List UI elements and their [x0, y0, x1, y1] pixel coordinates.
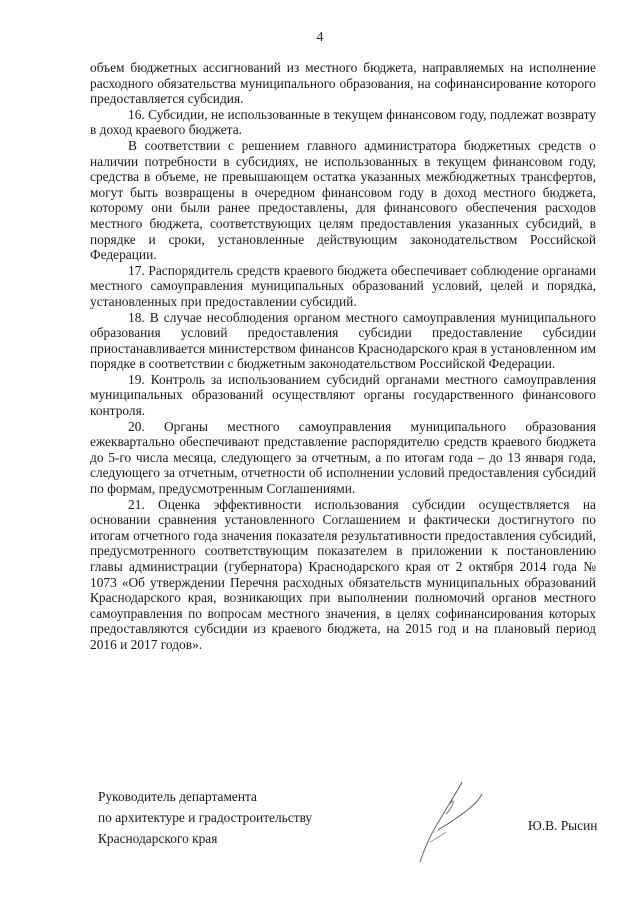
handwritten-signature — [390, 770, 500, 870]
paragraph-16-refund: В соответствии с решением главного администратора бюджетных средств о наличии потребности в субсидиях, не использованных в текущем финансовом году, средства в объеме, не превышающем остатка указанных межбюджетных трансфертов, могут быть возвращены в очередном финансовом году в доход местного бюджета, которому они были ранее предоставлены, для финансового обеспечения расходов местного бюджета, соответствующих целям предоставления указанных субсидий, в порядке и сроки, установленные действующим законодательством Российской Федерации. — [90, 137, 596, 263]
page-number: 4 — [316, 30, 324, 45]
signature-block — [98, 786, 398, 849]
document-body — [90, 60, 596, 653]
paragraph-continuation: объем бюджетных ассигнований из местного бюджета, направляемых на исполнение расходного обязательства муниципального образования, на софинансирование которого предоставляется субсидия. — [90, 60, 596, 107]
paragraph-17: 17. Распорядитель средств краевого бюджета обеспечивает соблюдение органами местного самоуправления муниципальных образований условий, целей и порядка, установленных при предоставлении субсидий. — [90, 262, 596, 309]
signer-position-line: Краснодарского края — [98, 831, 218, 846]
paragraph-19: 19. Контроль за использованием субсидий органами местного самоуправления муниципальных образований осуществляют органы государственного финансового контроля. — [90, 371, 596, 419]
paragraph-20: 20. Органы местного самоуправления муниципального образования ежеквартально обеспечивают представление распорядителю средств краевого бюджета до 5-го числа месяца, следующего за отчетным, а по итогам года – до 13 января года, следующего за отчетным, отчетности об исполнении условий предоставления субсидий по формам, предусмотренным Соглашениями. — [90, 418, 596, 497]
paragraph-16: 16. Субсидии, не использованные в текущем финансовом году, подлежат возврату в доход краевого бюджета. — [90, 106, 596, 138]
paragraph-21: 21. Оценка эффективности использования субсидии осуществляется на основании сравнения установленного Соглашением и фактически достигнутого по итогам отчетного года значения показателя результативности предоставления субсидий, предусмотренного соответствующим показателем в приложении к постановлению главы администрации (губернатора) Краснодарского края от 2 октября 2014 года № 1073 «Об утверждении Перечня расходных обязательств муниципальных образований Краснодарского края, возникающих при выполнении полномочий органов местного самоуправления по вопросам местного значения, в целях софинансирования которых предоставляются субсидии из краевого бюджета, на 2015 год и на плановый период 2016 и 2017 годов». — [90, 496, 596, 652]
paragraph-18: 18. В случае несоблюдения органом местного самоуправления муниципального образования условий предоставления субсидии предоставление субсидии приостанавливается министерством финансов Краснодарского края в установленном им порядке в соответствии с бюджетным законодательством Российской Федерации. — [90, 309, 596, 372]
signer-position-line: по архитектуре и градостроительству — [98, 810, 313, 825]
signer-position-line: Руководитель департамента — [98, 789, 257, 804]
signer-name: Ю.В. Рысин — [528, 818, 598, 833]
